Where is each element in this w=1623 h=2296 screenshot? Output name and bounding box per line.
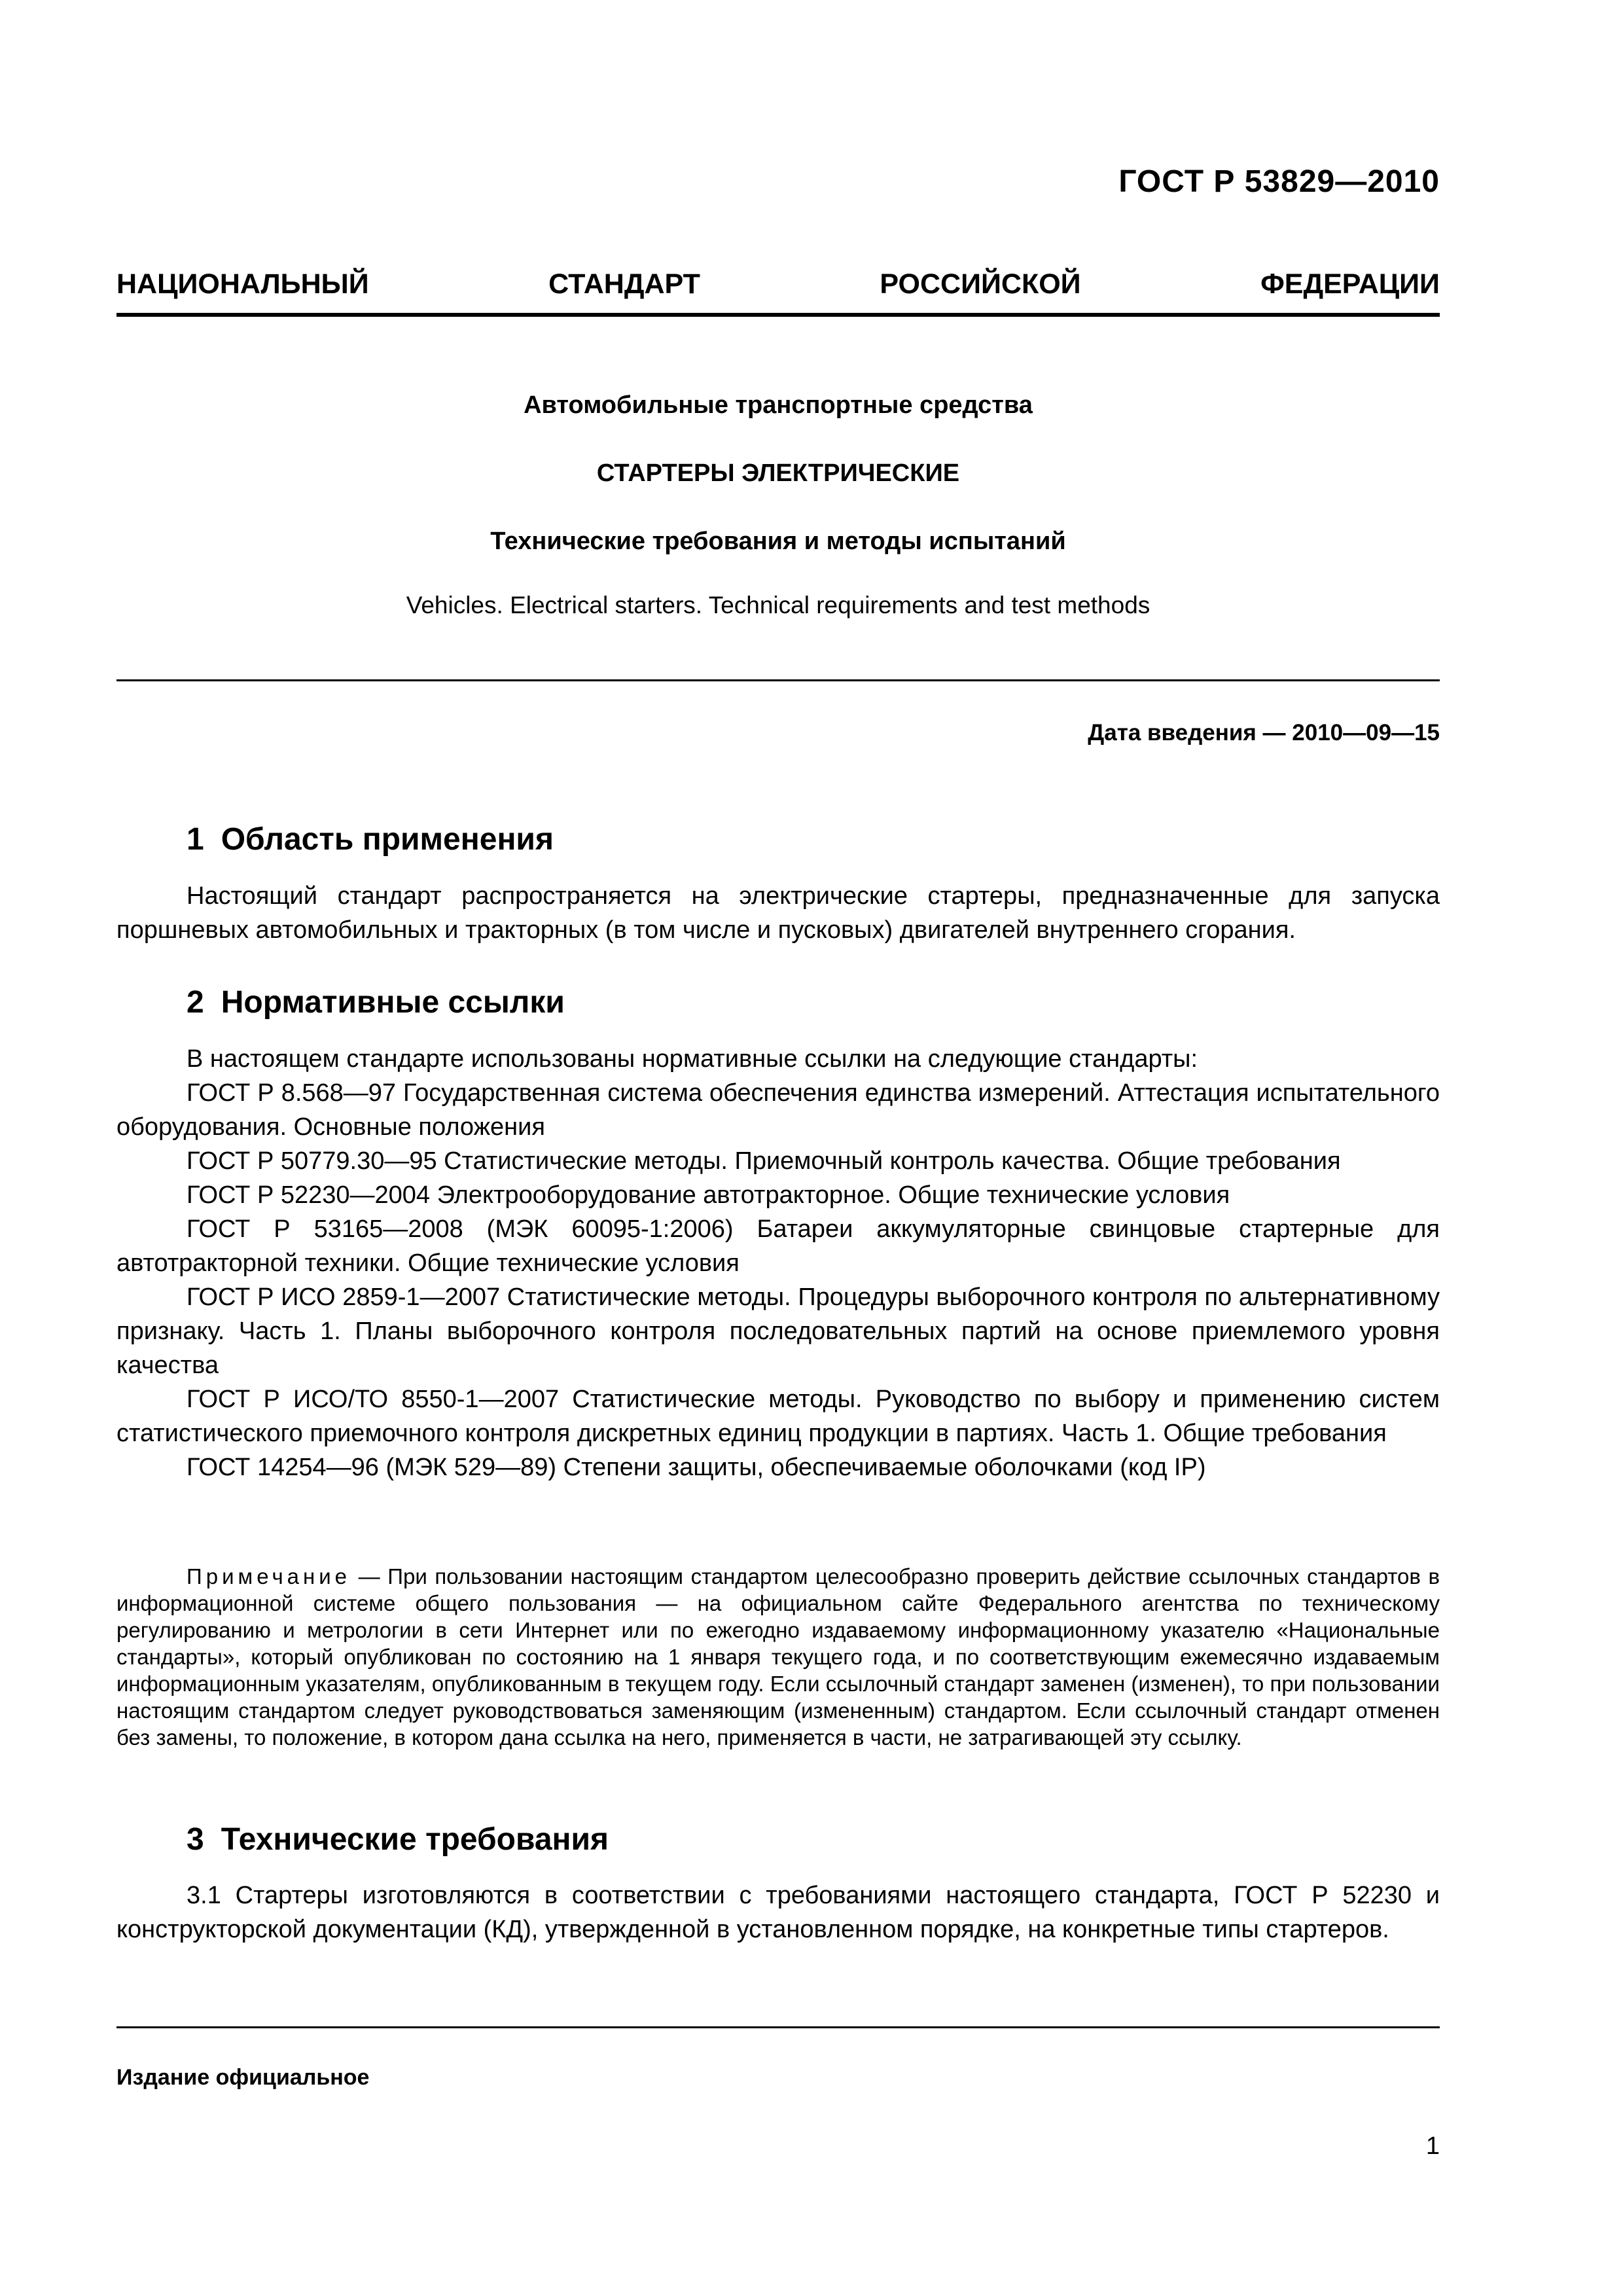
title-subtitle: Технические требования и методы испытаний xyxy=(490,528,1066,555)
national-title-word: РОССИЙСКОЙ xyxy=(880,268,1081,300)
title-divider xyxy=(116,679,1440,681)
section-title: Область применения xyxy=(221,822,554,857)
section-heading-scope xyxy=(187,821,554,857)
note-text: — При пользовании настоящим стандартом целесообразно проверить действие ссылочных стандартов в информационной системе общего пользования — на официальном сайте Федерального агентства по техническому регулированию и метрологии в сети Интернет или по ежегодно издаваемому информационному указателю «Национальные стандарты», который опубликован по состоянию на 1 января текущего года, и по соответствующим ежемесячно издаваемым информационным указателям, опубликованным в текущем году. Если ссылочный стандарт заменен (изменен), то при пользовании настоящим стандартом следует руководствоваться заменяющим (измененным) стандартом. Если ссылочный стандарт отменен без замены, то положение, в котором дана ссылка на него, применяется в части, не затрагивающей эту ссылку. xyxy=(116,1564,1440,1749)
reference-item: ГОСТ Р ИСО 2859-1—2007 Статистические методы. Процедуры выборочного контроля по альтернативному признаку. Часть 1. Планы выборочного контроля последовательных партий на основе приемлемого уровня качества xyxy=(116,1283,1440,1379)
title-english: Vehicles. Electrical starters. Technical requirements and test methods xyxy=(406,592,1150,619)
section-title: Нормативные ссылки xyxy=(221,985,565,1020)
reference-item: ГОСТ Р 53165—2008 (МЭК 60095-1:2006) Батареи аккумуляторные свинцовые стартерные для автотракторной техники. Общие технические условия xyxy=(116,1215,1440,1277)
reference-item: ГОСТ Р 8.568—97 Государственная система обеспечения единства измерений. Аттестация испытательного оборудования. Основные положения xyxy=(116,1079,1440,1141)
section-title: Технические требования xyxy=(221,1822,609,1857)
references-intro: В настоящем стандарте использованы нормативные ссылки на следующие стандарты: xyxy=(187,1045,1198,1073)
page-number: 1 xyxy=(1425,2132,1440,2160)
section-heading-references xyxy=(187,984,565,1020)
title-main: СТАРТЕРЫ ЭЛЕКТРИЧЕСКИЕ xyxy=(596,459,960,487)
section-number: 3 xyxy=(187,1822,204,1857)
header-divider xyxy=(116,313,1440,317)
section-requirements-body xyxy=(116,1878,1440,1946)
reference-item: ГОСТ 14254—96 (МЭК 529—89) Степени защиты, обеспечиваемые оболочками (код IP) xyxy=(187,1454,1206,1481)
section-heading-requirements xyxy=(187,1821,609,1857)
reference-item: ГОСТ Р ИСО/ТО 8550-1—2007 Статистические методы. Руководство по выбору и применению систем статистического приемочного контроля дискретных единиц продукции в партиях. Часть 1. Общие требования xyxy=(116,1386,1440,1447)
edition-label: Издание официальное xyxy=(116,2065,370,2090)
national-standard-title xyxy=(116,268,1440,300)
introduction-date: Дата введения — 2010—09—15 xyxy=(1088,720,1440,745)
section-number: 1 xyxy=(187,822,204,857)
section-number: 2 xyxy=(187,985,204,1020)
document-number: ГОСТ Р 53829—2010 xyxy=(1118,164,1440,199)
national-title-word: ФЕДЕРАЦИИ xyxy=(1260,268,1440,300)
paragraph: 3.1 Стартеры изготовляются в соответствии с требованиями настоящего стандарта, ГОСТ Р 52230 и конструкторской документации (КД), утвержденной в установленном порядке, на конкретные типы стартеров. xyxy=(116,1882,1440,1943)
paragraph: Настоящий стандарт распространяется на электрические стартеры, предназначенные для запуска поршневых автомобильных и тракторных (в том числе и пусковых) двигателей внутреннего сгорания. xyxy=(116,882,1440,944)
section-references-body xyxy=(116,1042,1440,1484)
national-title-word: СТАНДАРТ xyxy=(548,268,700,300)
note-label: Примечание xyxy=(187,1564,351,1588)
reference-item: ГОСТ Р 52230—2004 Электрооборудование автотракторное. Общие технические условия xyxy=(187,1181,1230,1209)
title-group: Автомобильные транспортные средства xyxy=(524,391,1033,419)
national-title-word: НАЦИОНАЛЬНЫЙ xyxy=(116,268,369,300)
note-paragraph xyxy=(116,1563,1440,1751)
footer-divider xyxy=(116,2026,1440,2028)
section-scope-body xyxy=(116,879,1440,947)
reference-item: ГОСТ Р 50779.30—95 Статистические методы. Приемочный контроль качества. Общие требования xyxy=(187,1147,1341,1175)
references-note xyxy=(116,1563,1440,1751)
